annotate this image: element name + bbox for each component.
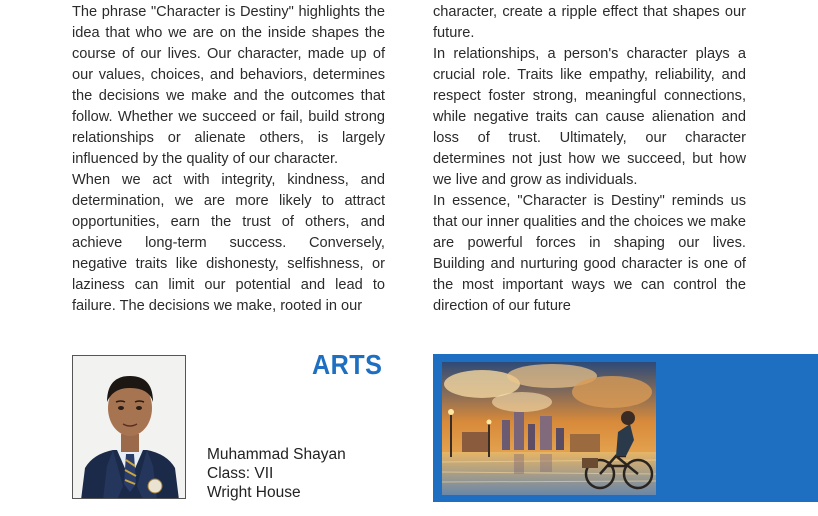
student-portrait-image	[73, 356, 186, 499]
paragraph: When we act with integrity, kindness, and determination, we are more likely to attract opportunities, earn the trust of others, and achieve long-term success. Conversely, negative traits like dishonesty, selfishness, or laziness can limit our potential and lead to failure. The decisions we make, rooted in our	[72, 172, 385, 314]
artwork-painting	[442, 362, 656, 495]
artwork-image	[442, 362, 656, 495]
paragraph: In relationships, a person's character plays a crucial role. Traits like empathy, reliability, and respect foster strong, meaningful connections, while negative traits can cause alienation and loss of trust. Ultimately, our character determines not just how we succeed, but how we live and grow as individuals.	[433, 46, 746, 188]
arts-heading: ARTS	[312, 349, 383, 380]
author-house: Wright House	[207, 484, 301, 501]
paragraph: character, create a ripple effect that shapes our future.	[433, 4, 746, 41]
article-column-right	[433, 2, 746, 317]
article-column-left	[72, 2, 385, 317]
author-name: Muhammad Shayan	[207, 446, 346, 463]
paragraph: The phrase "Character is Destiny" highlights the idea that who we are on the inside shapes the course of our lives. Our character, made up of our values, choices, and behaviors, determines the decisions we make and the outcomes that follow. Whether we succeed or fail, build strong relationships or alienate others, is largely influenced by the quality of our character.	[72, 4, 385, 167]
author-class: Class: VII	[207, 465, 274, 482]
student-photo	[72, 355, 186, 499]
author-info	[207, 445, 346, 502]
paragraph: In essence, "Character is Destiny" reminds us that our inner qualities and the choices we make are powerful forces in shaping our lives. Building and nurturing good character is one of the most important ways we can control the direction of our future	[433, 193, 746, 314]
